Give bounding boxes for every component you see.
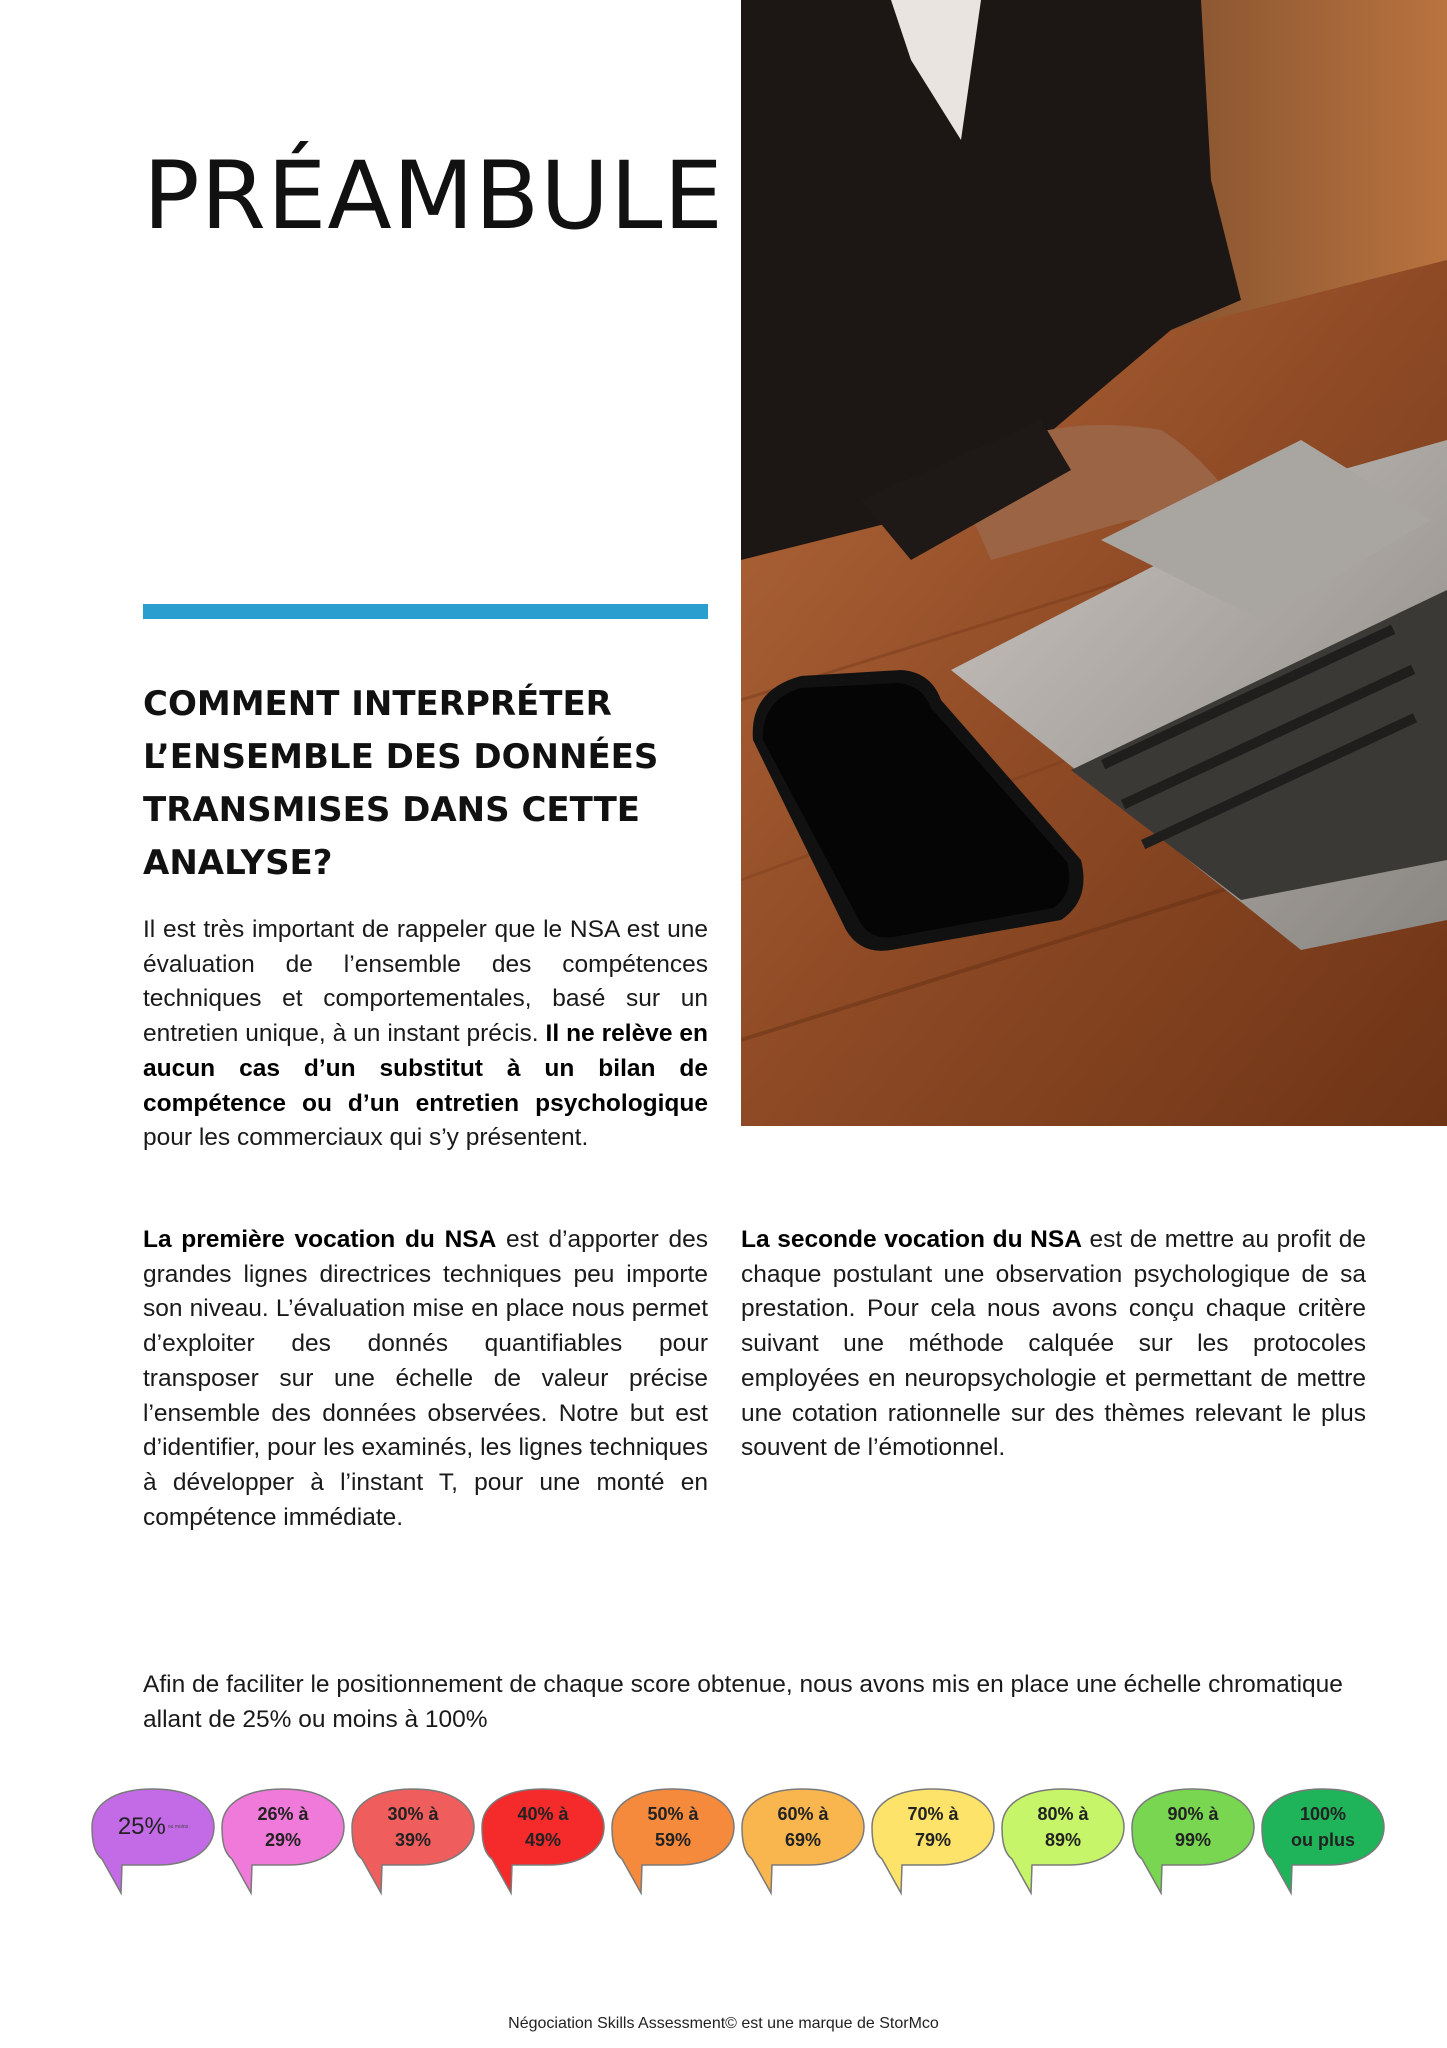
scale-bubble — [478, 1783, 608, 1898]
accent-divider — [143, 604, 708, 619]
chromatic-scale — [88, 1783, 1398, 1908]
scale-bubble-label: 40% à 49% — [517, 1804, 569, 1850]
scale-bubble — [218, 1783, 348, 1898]
intro-text-end: pour les commerciaux qui s’y présentent. — [143, 1124, 589, 1152]
scale-bubble — [738, 1783, 868, 1898]
laptop-phone-photo — [741, 0, 1447, 1126]
scale-bubble — [348, 1783, 478, 1898]
scale-bubble — [1258, 1783, 1388, 1898]
second-vocation-text: est de mettre au profit de chaque postulant une observation psychologique de sa prestation. Pour cela nous avons conçu chaque critère suivant une méthode calquée sur les protocoles employées en neuropsychologie et permettant de mettre une cotation rationnelle sur des thèmes relevant le plus souvent de l’émotionnel. — [741, 1226, 1366, 1462]
scale-bubble — [868, 1783, 998, 1898]
footer-trademark: Négociation Skills Assessment© est une marque de StorMco — [508, 2015, 939, 2032]
scale-bubble — [88, 1783, 218, 1898]
scale-bubble-label: 80% à 89% — [1037, 1804, 1089, 1850]
first-vocation-text: est d’apporter des grandes lignes directrices techniques peu importe son niveau. L’évaluation mise en place nous permet d’exploiter des donnés quantifiables pour transposer sur une échelle de valeur précise l’ensemble des données observées. Notre but est d’identifier, pour les examinés, les lignes techniques à développer à l’instant T, pour une monté en compétence immédiate. — [143, 1226, 708, 1531]
scale-bubble-label: 70% à 79% — [907, 1804, 959, 1850]
intro-paragraph — [143, 913, 708, 1156]
scale-intro: Afin de faciliter le positionnement de chaque score obtenue, nous avons mis en place une échelle chromatique allant de 25% ou moins à 100% — [143, 1671, 1343, 1733]
first-vocation-lead: La première vocation du NSA — [143, 1226, 497, 1253]
page-title: PRÉAMBULE — [143, 142, 724, 251]
scale-bubble — [608, 1783, 738, 1898]
scale-bubble-label: 25% ou moins — [117, 1813, 189, 1840]
scale-bubble-label: 50% à 59% — [647, 1804, 699, 1850]
scale-bubble — [998, 1783, 1128, 1898]
first-vocation-paragraph — [143, 1223, 708, 1535]
scale-bubble-label: 30% à 39% — [387, 1804, 439, 1850]
scale-bubble-label: 100% ou plus — [1291, 1804, 1355, 1850]
section-heading: COMMENT INTERPRÉTER L’ENSEMBLE DES DONNÉES TRANSMISES DANS CETTE ANALYSE? — [143, 684, 659, 883]
scale-bubble-label: 60% à 69% — [777, 1804, 829, 1850]
scale-bubble — [1128, 1783, 1258, 1898]
second-vocation-lead: La seconde vocation du NSA — [741, 1226, 1082, 1253]
intro-bold-text: Il ne relève en aucun cas d’un substitut à un bilan de compétence ou d’un entretien psychologique — [143, 1020, 708, 1117]
intro-text: Il est très important de rappeler que le NSA est une évaluation de l’ensemble des compétences techniques et comportementales, basé sur un entretien unique, à un instant précis. — [143, 916, 708, 1048]
scale-bubble-label: 90% à 99% — [1167, 1804, 1219, 1850]
second-vocation-paragraph — [741, 1223, 1366, 1466]
scale-bubble-label: 26% à 29% — [257, 1804, 309, 1850]
